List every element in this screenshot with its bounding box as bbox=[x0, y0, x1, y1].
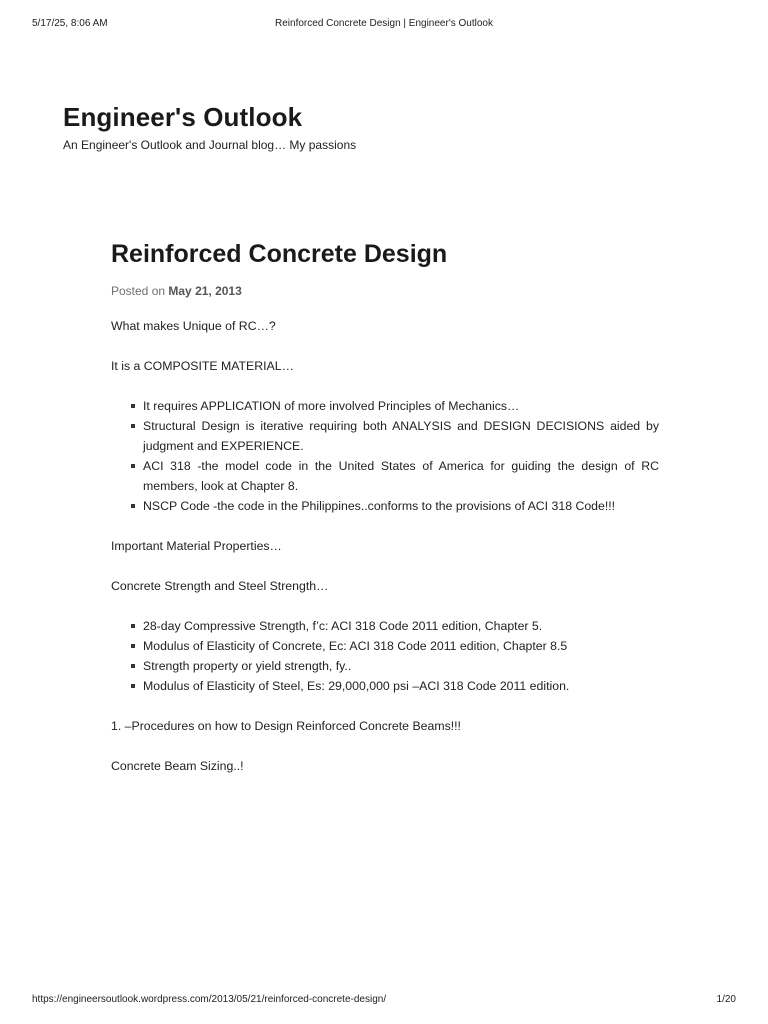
print-footer bbox=[32, 994, 736, 1008]
paragraph: Concrete Beam Sizing..! bbox=[111, 759, 244, 773]
list-item: 28-day Compressive Strength, f’c: ACI 318 Code 2011 edition, Chapter 5. bbox=[143, 616, 659, 636]
print-header bbox=[32, 18, 736, 32]
list-item: It requires APPLICATION of more involved Principles of Mechanics… bbox=[143, 396, 659, 416]
paragraph: Important Material Properties… bbox=[111, 539, 282, 553]
list-item: Structural Design is iterative requiring both ANALYSIS and DESIGN DECISIONS aided by judgment and EXPERIENCE. bbox=[143, 416, 659, 456]
bullet-list bbox=[111, 396, 659, 516]
post-content bbox=[111, 316, 659, 776]
paragraph: It is a COMPOSITE MATERIAL… bbox=[111, 359, 294, 373]
post-meta bbox=[111, 284, 659, 298]
list-item: NSCP Code -the code in the Philippines..conforms to the provisions of ACI 318 Code!!! bbox=[143, 496, 659, 516]
site-title[interactable]: Engineer's Outlook bbox=[63, 102, 303, 132]
paragraph: 1. –Procedures on how to Design Reinforced Concrete Beams!!! bbox=[111, 719, 461, 733]
list-item: Modulus of Elasticity of Concrete, Ec: ACI 318 Code 2011 edition, Chapter 8.5 bbox=[143, 636, 659, 656]
print-page-number: 1/20 bbox=[716, 994, 736, 1005]
posted-on-label: Posted on bbox=[111, 284, 166, 298]
paragraph: Concrete Strength and Steel Strength… bbox=[111, 579, 329, 593]
print-url: https://engineersoutlook.wordpress.com/2013/05/21/reinforced-concrete-design/ bbox=[32, 994, 387, 1005]
post-title[interactable]: Reinforced Concrete Design bbox=[111, 240, 448, 268]
site-tagline: An Engineer's Outlook and Journal blog… My passions bbox=[63, 138, 357, 152]
list-item: Modulus of Elasticity of Steel, Es: 29,000,000 psi –ACI 318 Code 2011 edition. bbox=[143, 676, 659, 696]
bullet-list bbox=[111, 616, 659, 696]
print-doc-title: Reinforced Concrete Design | Engineer's Outlook bbox=[275, 18, 493, 29]
post-date[interactable]: May 21, 2013 bbox=[168, 284, 242, 298]
post-article bbox=[111, 238, 659, 796]
paragraph: What makes Unique of RC…? bbox=[111, 319, 276, 333]
list-item: ACI 318 -the model code in the United States of America for guiding the design of RC members, look at Chapter 8. bbox=[143, 456, 659, 496]
list-item: Strength property or yield strength, fy.. bbox=[143, 656, 659, 676]
print-datetime: 5/17/25, 8:06 AM bbox=[32, 18, 108, 29]
